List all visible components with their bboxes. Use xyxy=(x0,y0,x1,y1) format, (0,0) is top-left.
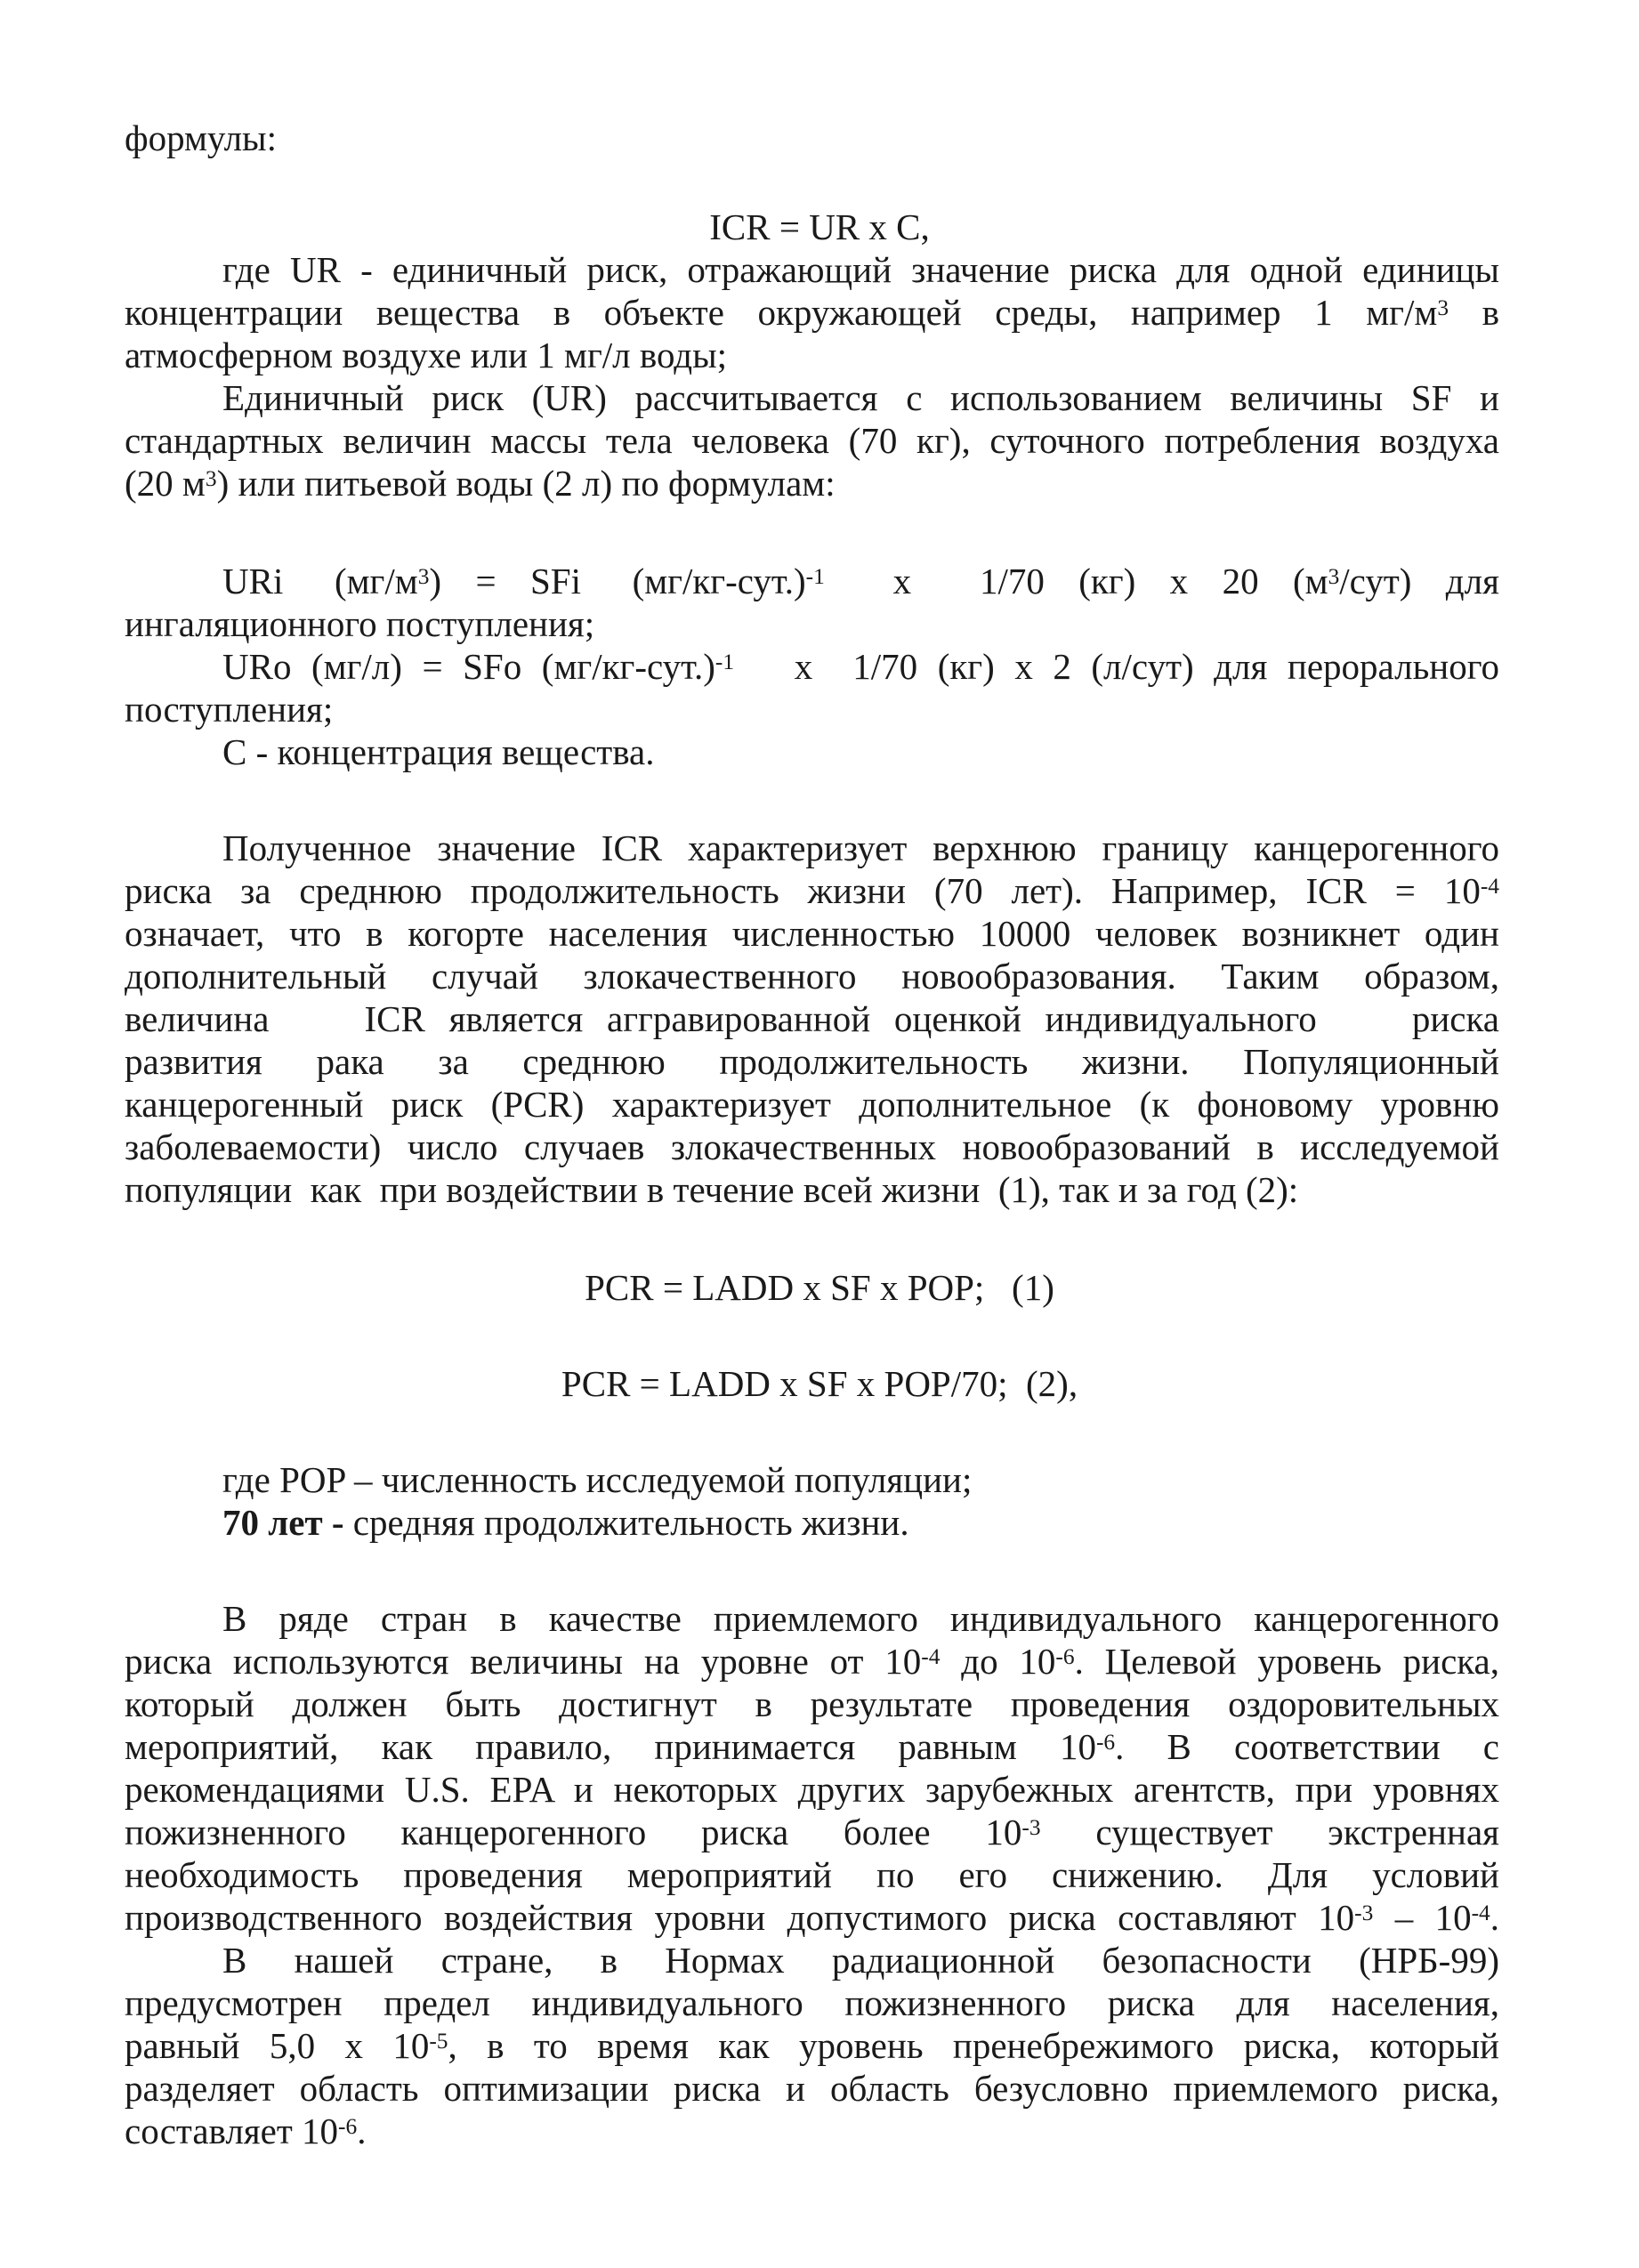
text: означает, что в когорте населения численностью 10000 человек возникнет один xyxy=(125,913,1499,954)
text-line xyxy=(125,1810,1499,1854)
text: где POP – численность исследуемой популяции; xyxy=(222,1459,973,1500)
formula-text: ) = SFi (мг/кг-сут.) xyxy=(429,561,806,601)
text: пожизненного канцерогенного риска более 10 xyxy=(125,1812,1022,1852)
text: формулы: xyxy=(125,117,277,158)
text: риска используются величины на уровне от 10 xyxy=(125,1641,922,1682)
text: где UR - единичный риск, отражающий значение риска для одной единицы xyxy=(222,249,1499,290)
text: , в то время как уровень пренебрежимого риска, который xyxy=(448,2025,1499,2066)
superscript: -4 xyxy=(1471,1900,1490,1925)
superscript: 3 xyxy=(1328,563,1340,589)
text-line xyxy=(125,1852,1499,1897)
superscript: -6 xyxy=(1055,1643,1075,1669)
formula-pcr-2 xyxy=(0,1361,1639,1406)
text-line xyxy=(222,730,654,774)
text: . В соответствии с xyxy=(1115,1726,1499,1767)
text: разделяет область оптимизации риска и область безусловно приемлемого риска, xyxy=(125,2068,1499,2109)
text-line xyxy=(125,601,594,646)
text-line xyxy=(125,2066,1499,2111)
text-line xyxy=(125,1767,1499,1812)
text: концентрации вещества в объекте окружающей среды, например 1 мг/м xyxy=(125,292,1438,333)
text-line xyxy=(125,1039,1499,1084)
text: существует экстренная xyxy=(1040,1812,1499,1852)
text-line xyxy=(125,2109,366,2153)
text: равный 5,0 x 10 xyxy=(125,2025,430,2066)
formula-text: /сут) для xyxy=(1339,561,1499,601)
text-line xyxy=(222,1457,972,1502)
superscript: -3 xyxy=(1354,1900,1374,1925)
text: В нашей стране, в Нормах радиационной безопасности (НРБ-99) xyxy=(222,1940,1499,1981)
superscript: -1 xyxy=(805,563,825,589)
formula-pcr-1 xyxy=(0,1265,1639,1310)
text-line xyxy=(125,1724,1499,1769)
text: ингаляционного поступления; xyxy=(125,603,595,644)
superscript: -6 xyxy=(338,2113,358,2139)
text: развития рака за среднюю продолжительность жизни. Популяционный xyxy=(125,1041,1499,1082)
text-line xyxy=(125,461,836,505)
text-line xyxy=(222,1938,1499,1982)
text-line xyxy=(222,1500,909,1545)
superscript: 3 xyxy=(205,465,217,491)
superscript: -5 xyxy=(429,2028,448,2054)
text: дополнительный случай злокачественного новообразования. Таким образом, xyxy=(125,956,1499,997)
text: поступления; xyxy=(125,689,334,730)
text: в xyxy=(1449,292,1500,333)
text-line xyxy=(125,1981,1499,2025)
text-line xyxy=(125,911,1499,956)
text: рекомендациями U.S. EPA и некоторых других зарубежных агентств, при уровнях xyxy=(125,1769,1499,1810)
text: мероприятий, как правило, принимается равным 10 xyxy=(125,1726,1096,1767)
formula-uri xyxy=(222,559,1499,603)
text: Единичный риск (UR) рассчитывается с использованием величины SF и xyxy=(222,377,1499,418)
text-line xyxy=(125,2023,1499,2068)
text: величина ICR является аггравированной оценкой индивидуального риска xyxy=(125,998,1499,1039)
text-line xyxy=(125,1895,1499,1940)
text: атмосферном воздухе или 1 мг/л воды; xyxy=(125,335,728,375)
superscript: 3 xyxy=(417,563,430,589)
text: который должен быть достигнут в результате проведения оздоровительных xyxy=(125,1683,1499,1724)
formula-text: x 1/70 (кг) x 20 (м xyxy=(824,561,1328,601)
text-line xyxy=(125,290,1499,335)
text: риска за среднюю продолжительность жизни (70 лет). Например, ICR = 10 xyxy=(125,870,1481,911)
formula-text: x 1/70 (кг) x 2 (л/сут) для перорального xyxy=(734,646,1500,687)
text: средняя продолжительность жизни. xyxy=(352,1502,909,1543)
text: необходимость проведения мероприятий по его снижению. Для условий xyxy=(125,1854,1499,1895)
text: – 10 xyxy=(1373,1897,1472,1938)
text: предусмотрен предел индивидуального пожизненного риска для населения, xyxy=(125,1982,1499,2023)
text: популяции как при воздействии в течение всей жизни (1), так и за год (2): xyxy=(125,1169,1299,1210)
text-line xyxy=(222,1596,1499,1641)
text-line xyxy=(125,418,1499,463)
formula-uro xyxy=(222,644,1499,689)
formula-text: ICR = UR x C, xyxy=(709,206,930,247)
formula-text: PCR = LADD x SF x POP/70; (2), xyxy=(561,1363,1078,1404)
text: производственного воздействия уровни допустимого риска составляют 10 xyxy=(125,1897,1355,1938)
text: заболеваемости) число случаев злокачественных новообразований в исследуемой xyxy=(125,1126,1499,1167)
superscript: 3 xyxy=(1437,295,1449,320)
text-line xyxy=(222,247,1499,292)
text: (20 м xyxy=(125,463,206,504)
text: составляет 10 xyxy=(125,2111,339,2151)
text-line xyxy=(125,1082,1499,1126)
text: В ряде стран в качестве приемлемого индивидуального канцерогенного xyxy=(222,1598,1499,1639)
superscript: -6 xyxy=(1095,1729,1116,1755)
text-line xyxy=(125,333,727,377)
text: . xyxy=(357,2111,367,2151)
formula-text: URi (мг/м xyxy=(222,561,418,601)
text: . Целевой уровень риска, xyxy=(1074,1641,1500,1682)
text: ) или питьевой воды (2 л) по формулам: xyxy=(216,463,836,504)
text-line xyxy=(125,687,333,731)
superscript: -3 xyxy=(1021,1814,1041,1840)
text: . xyxy=(1490,1897,1499,1938)
text-line xyxy=(125,954,1499,998)
text-line xyxy=(125,997,1499,1041)
text: 70 лет - xyxy=(222,1502,353,1543)
text-line xyxy=(222,375,1499,420)
text: стандартных величин массы тела человека (70 кг), суточного потребления воздуха xyxy=(125,420,1499,461)
text-line xyxy=(222,826,1499,870)
text: Полученное значение ICR характеризует верхнюю границу канцерогенного xyxy=(222,827,1499,868)
text-line xyxy=(125,868,1499,913)
text-line xyxy=(125,1682,1499,1726)
text-line xyxy=(125,116,277,160)
formula-text: PCR = LADD x SF x POP; (1) xyxy=(585,1267,1054,1308)
text: С - концентрация вещества. xyxy=(222,731,655,772)
text-line xyxy=(125,1125,1499,1169)
superscript: -4 xyxy=(1480,873,1499,899)
text: до 10 xyxy=(940,1641,1056,1682)
formula-icr xyxy=(0,205,1639,249)
text-line xyxy=(125,1639,1499,1683)
text-line xyxy=(125,1167,1298,1212)
formula-text: URo (мг/л) = SFo (мг/кг-сут.) xyxy=(222,646,715,687)
superscript: -1 xyxy=(715,649,735,674)
text: канцерогенный риск (PCR) характеризует дополнительное (к фоновому уровню xyxy=(125,1084,1499,1125)
superscript: -4 xyxy=(921,1643,941,1669)
